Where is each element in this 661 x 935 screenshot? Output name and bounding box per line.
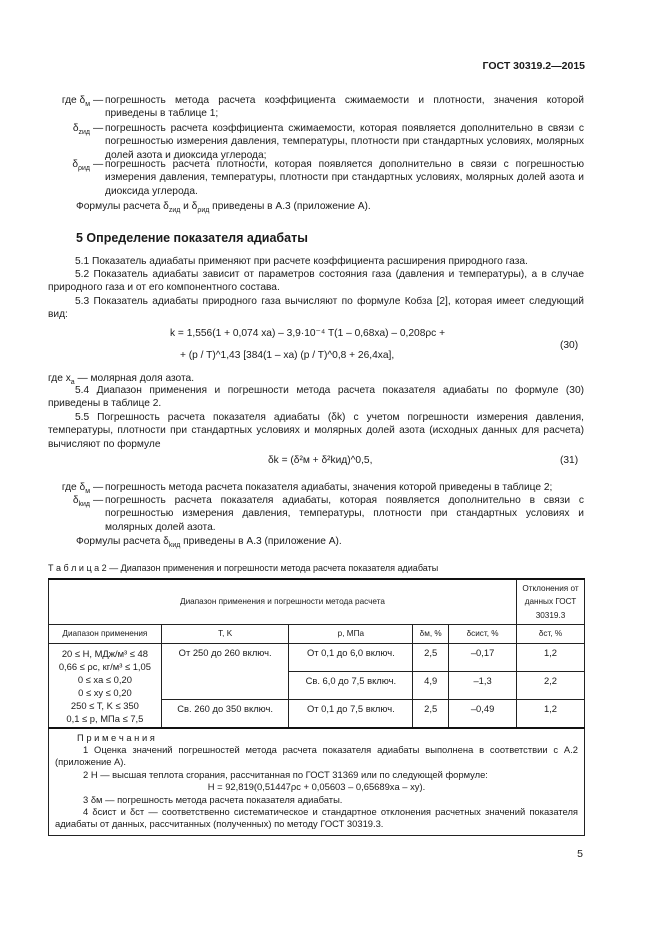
col-temperature: T, K xyxy=(161,625,289,643)
table-caption: Т а б л и ц а 2 — Диапазон применения и погрешности метода расчета показателя адиабаты xyxy=(48,563,439,573)
definition-delta-m: где $\delta_м$ — погрешность метода расчета коэффициента сжимаемости и плотности, значения которой приведены в таблице 1; xyxy=(61,95,584,120)
equation-31: δk = (δ²м + δ²kид)^0,5, xyxy=(268,455,373,466)
equation-30-line2: + (p / T)^1,43 [384(1 – xa) (p / T)^0,8 + 26,4xa], xyxy=(180,350,395,361)
table-cell-dsist: –0,49 xyxy=(449,699,517,727)
note-2-formula: H = 92,819(0,51447ρc + 0,05603 – 0,65689xa – xy). xyxy=(207,781,426,793)
note-4: 4 δсист и δст — соответственно систематическое и стандартное отклонения расчетных значений показателя адиабаты от данных, рассчитанных (полученных) по методу ГОСТ 30319.3. xyxy=(55,806,578,830)
table-head-main: Диапазон применения и погрешности метода расчета xyxy=(49,579,517,625)
formulas-reference-2: Формулы расчета $\delta_{kид}$ приведены в А.3 (приложение А). xyxy=(76,536,342,550)
col-delta-m: δм, % xyxy=(413,625,449,643)
table-cell-T: От 250 до 260 включ. xyxy=(161,643,289,699)
table-cell-p: От 0,1 до 7,5 включ. xyxy=(289,699,413,727)
table-cell-T: Св. 260 до 350 включ. xyxy=(161,699,289,727)
standard-header: ГОСТ 30319.2—2015 xyxy=(482,60,585,72)
equation-30-line1: k = 1,556(1 + 0,074 xa) – 3,9·10⁻⁴ T(1 – 0,68xa) – 0,208ρc + xyxy=(170,328,446,339)
table-cell-dm: 2,5 xyxy=(413,643,449,671)
paragraph-5-5: 5.5 Погрешность расчета показателя адиабаты (δk) с учетом погрешности измерения давления, температуры, плотности при стандартных условиях и молярных долей азота (исходных данных для расчета) вычисляют по формуле xyxy=(48,412,584,450)
table-cell-dst: 1,2 xyxy=(517,643,585,671)
table-cell-dst: 2,2 xyxy=(517,671,585,699)
where-xa: где $x_a$ — молярная доля азота. xyxy=(48,373,195,387)
range-cell: 20 ≤ H, МДж/м³ ≤ 48 0,66 ≤ ρc, кг/м³ ≤ 1,05 0 ≤ xa ≤ 0,20 0 ≤ xy ≤ 0,20 250 ≤ T, K ≤ 350 0,1 ≤ p, МПа ≤ 7,5 xyxy=(49,643,162,728)
paragraph-5-4: 5.4 Диапазон применения и погрешности метода расчета показателя адиабаты по формуле (30) приведены в таблице 2. xyxy=(48,385,584,410)
paragraph-5-3: 5.3 Показатель адиабаты природного газа вычисляют по формуле Кобза [2], которая имеет следующий вид: xyxy=(48,296,584,321)
equation-31-number: (31) xyxy=(560,455,579,466)
table-cell-dsist: –0,17 xyxy=(449,643,517,671)
col-pressure: p, МПа xyxy=(289,625,413,643)
paragraph-5-2: 5.2 Показатель адиабаты зависит от параметров состояния газа (давления и температуры), а в случае природного газа и от его компонентного состава. xyxy=(48,269,584,294)
definition-text: погрешность метода расчета показателя адиабаты, значения которой приведены в таблице 2; xyxy=(105,482,553,493)
table-cell-p: От 0,1 до 6,0 включ. xyxy=(289,643,413,671)
table-cell-dst: 1,2 xyxy=(517,699,585,727)
definition-text: погрешность метода расчета коэффициента сжимаемости и плотности, значения которой приведены в таблице 1; xyxy=(105,95,584,120)
table-head-deviations: Отклонения от данных ГОСТ 30319.3 xyxy=(517,579,585,625)
paragraph-5-1: 5.1 Показатель адиабаты применяют при расчете коэффициента расширения природного газа. xyxy=(75,256,528,267)
page-number: 5 xyxy=(577,848,583,860)
table-cell-dsist: –1,3 xyxy=(449,671,517,699)
table-cell-dm: 2,5 xyxy=(413,699,449,727)
definition-delta-rhoid: $\delta_{\rho ид}$ — погрешность расчета плотности, которая появляется дополнительно в связи с погрешностью измерения давления, температуры, плотности при стандартных условиях, молярных долей азота и диоксида углерода. xyxy=(72,159,584,197)
definition-text: погрешность расчета плотности, которая появляется дополнительно в связи с погрешностью измерения давления, температуры, плотности при стандартных условиях, молярных долей азота и диоксида углерода. xyxy=(105,159,584,197)
table-cell-dm: 4,9 xyxy=(413,671,449,699)
definition-text: погрешность расчета показателя адиабаты, которая появляется дополнительно в связи с погрешностью измерения давления, температуры, плотности при стандартных условиях и молярных долей азота. xyxy=(105,495,584,533)
table-cell-p: Св. 6,0 до 7,5 включ. xyxy=(289,671,413,699)
definition-delta-m-2: где $\delta_м$ — погрешность метода расчета показателя адиабаты, значения которой приведены в таблице 2; xyxy=(48,481,584,494)
formulas-reference-1: Формулы расчета $\delta_{zид}$ и $\delta_{\rho ид}$ приведены в А.3 (приложение А). xyxy=(76,201,371,215)
definition-delta-zid: $\delta_{zид}$ — погрешность расчета коэффициента сжимаемости, которая появляется дополнительно в связи с погрешностью измерения давления, температуры, плотности при стандартных условиях, молярных долей азота и диоксида углерода; xyxy=(72,123,584,161)
note-2: 2 H — высшая теплота сгорания, рассчитанная по ГОСТ 31369 или по следующей формуле: xyxy=(83,768,488,780)
note-3: 3 δм — погрешность метода расчета показателя адиабаты. xyxy=(83,793,343,805)
definition-delta-kid: $\delta_{kид}$ — погрешность расчета показателя адиабаты, которая появляется дополнительно в связи с погрешностью измерения давления, температуры, плотности при стандартных условиях и молярных долей азота. xyxy=(72,495,584,533)
table-notes xyxy=(49,728,585,836)
note-1: 1 Оценка значений погрешностей метода расчета показателя адиабаты выполнена в соответствии с А.2 (приложение А). xyxy=(55,744,578,768)
section-title: 5 Определение показателя адиабаты xyxy=(76,231,308,245)
definition-text: погрешность расчета коэффициента сжимаемости, которая появляется дополнительно в связи с погрешностью измерения давления, температуры, плотности при стандартных условиях, молярных долей азота и диоксида углерода; xyxy=(105,123,584,161)
equation-30-number: (30) xyxy=(560,340,579,351)
col-delta-st: δст, % xyxy=(517,625,585,643)
table-2 xyxy=(48,578,585,836)
notes-title: П р и м е ч а н и я xyxy=(77,731,155,743)
col-delta-sist: δсист, % xyxy=(449,625,517,643)
col-range: Диапазон применения xyxy=(49,625,162,643)
